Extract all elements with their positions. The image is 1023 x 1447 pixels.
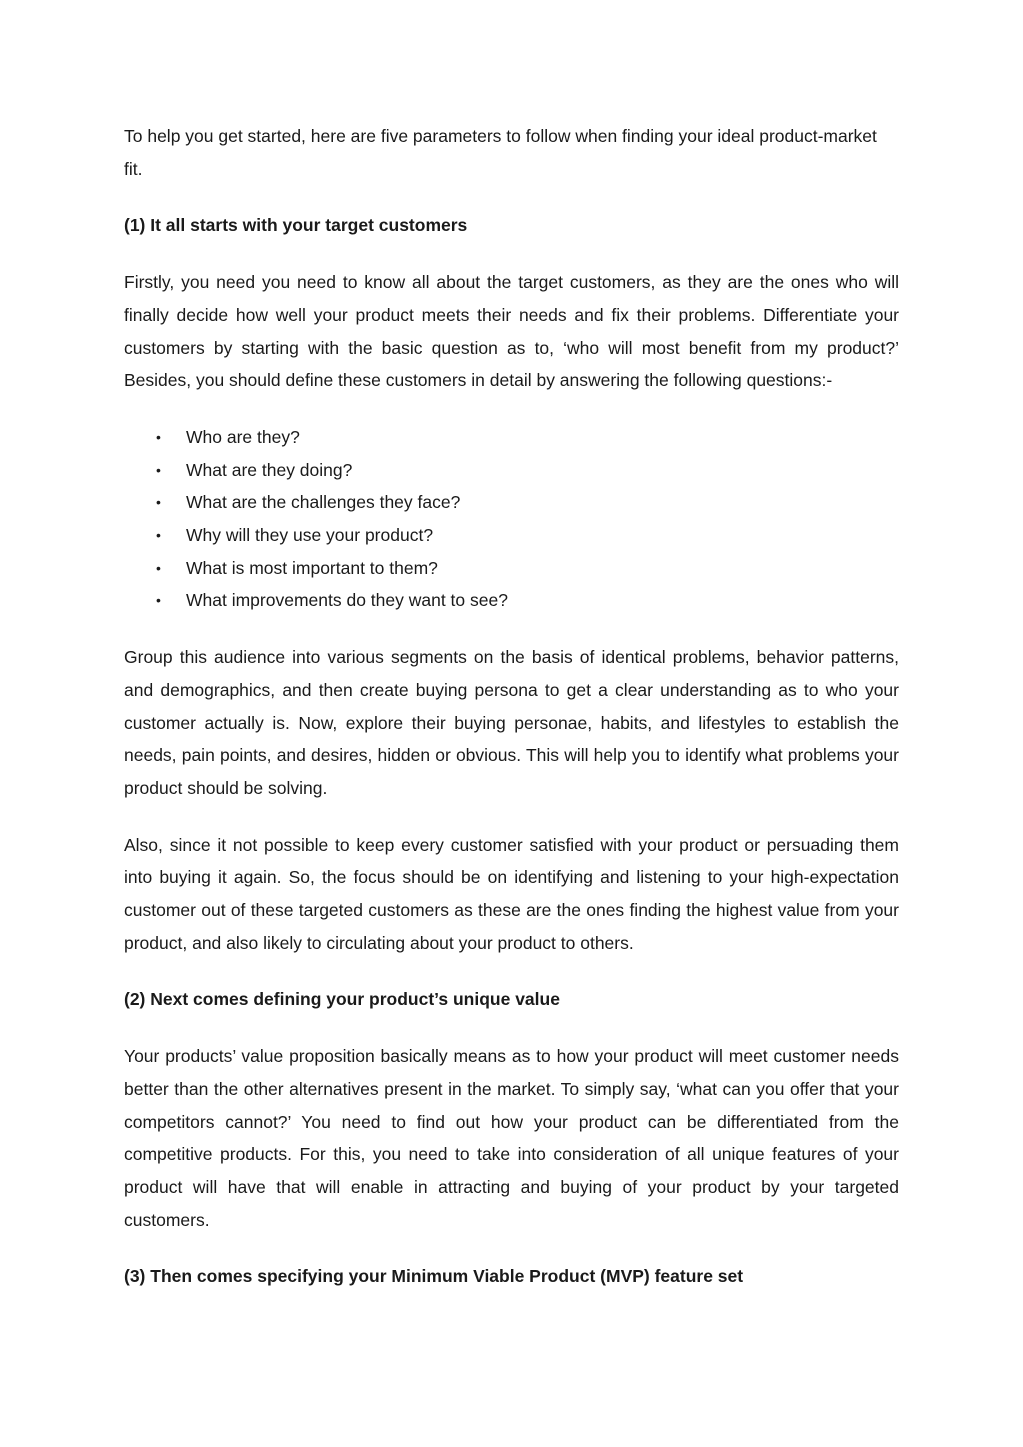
list-item <box>124 486 899 519</box>
list-item-text: What are they doing? <box>186 459 353 480</box>
section-1-paragraph-1: Firstly, you need you need to know all about the target customers, as they are the ones who will finally decide how well your product meets their needs and fix their problems. Differentiate your customers by starting with the basic question as to, ‘who will most benefit from my product?’ Besides, you should define these customers in detail by answering the following questions:- <box>124 272 899 391</box>
section-2-paragraph-1: Your products’ value proposition basically means as to how your product will meet customer needs better than the other alternatives present in the market. To simply say, ‘what can you offer that your competitors cannot?’ You need to find out how your product can be differentiated from the competitive products. For this, you need to take into consideration of all unique features of your product will have that will enable in attracting and buying of your product by your targeted customers. <box>124 1046 899 1230</box>
bullet-icon: • <box>156 428 161 445</box>
section-1-paragraph-2: Group this audience into various segments on the basis of identical problems, behavior patterns, and demographics, and then create buying persona to get a clear understanding as to who your customer actually is. Now, explore their buying personae, habits, and lifestyles to establish the needs, pain points, and desires, hidden or obvious. This will help you to identify what problems your product should be solving. <box>124 647 899 798</box>
list-item <box>124 421 899 454</box>
bullet-icon: • <box>156 527 161 544</box>
list-item <box>124 584 899 617</box>
list-item-text: What improvements do they want to see? <box>186 590 508 611</box>
document-page <box>124 120 899 1317</box>
section-3-heading: (3) Then comes specifying your Minimum Viable Product (MVP) feature set <box>124 1266 744 1287</box>
bullet-icon: • <box>156 559 161 576</box>
questions-list <box>124 421 899 617</box>
list-item-text: What are the challenges they face? <box>186 492 461 513</box>
section-1-heading: (1) It all starts with your target customers <box>124 215 468 236</box>
section-1-paragraph-3: Also, since it not possible to keep every customer satisfied with your product or persuading them into buying it again. So, the focus should be on identifying and listening to your high-expectation customer out of these targeted customers as these are the ones finding the highest value from your product, and also likely to circulating about your product to others. <box>124 834 899 953</box>
bullet-icon: • <box>156 461 161 478</box>
section-2-heading: (2) Next comes defining your product’s unique value <box>124 989 560 1010</box>
list-item <box>124 519 899 552</box>
bullet-icon: • <box>156 494 161 511</box>
list-item-text: Who are they? <box>186 426 300 447</box>
bullet-icon: • <box>156 592 161 609</box>
list-item-text: Why will they use your product? <box>186 525 434 546</box>
list-item <box>124 454 899 487</box>
list-item-text: What is most important to them? <box>186 557 438 578</box>
intro-paragraph: To help you get started, here are five parameters to follow when finding your ideal product-market fit. <box>124 126 877 179</box>
list-item <box>124 552 899 585</box>
